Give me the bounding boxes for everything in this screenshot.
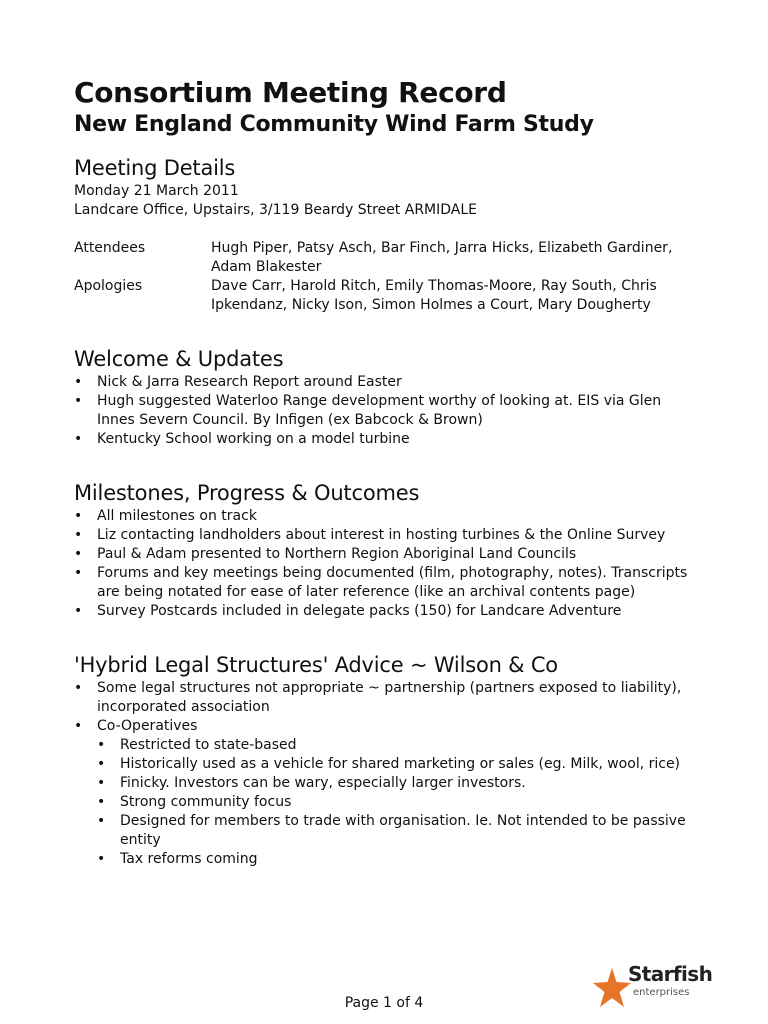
sublist-item: • Designed for members to trade with organisation. Ie. Not intended to be passive entity	[97, 812, 694, 850]
apologies-list: Dave Carr, Harold Ritch, Emily Thomas-Moore, Ray South, Chris Ipkendanz, Nicky Ison, Simon Holmes a Court, Mary Dougherty	[211, 278, 657, 313]
list-item: • Co-Operatives	[74, 717, 694, 736]
legal-heading: 'Hybrid Legal Structures' Advice ~ Wilson & Co	[74, 653, 558, 677]
list-item: • Kentucky School working on a model turbine	[74, 430, 694, 449]
document-page	[74, 76, 694, 869]
list-item: • Paul & Adam presented to Northern Region Aboriginal Land Councils	[74, 545, 694, 564]
sublist-item: • Restricted to state-based	[97, 736, 694, 755]
meeting-date: Monday 21 March 2011	[74, 183, 239, 199]
apologies-row	[74, 277, 694, 315]
list-item: • Forums and key meetings being documented (film, photography, notes). Transcripts are being notated for ease of later reference (like an archival contents page)	[74, 564, 694, 602]
legal-list	[74, 679, 694, 736]
attendees-list: Hugh Piper, Patsy Asch, Bar Finch, Jarra Hicks, Elizabeth Gardiner, Adam Blakester	[211, 240, 673, 275]
list-item: • Liz contacting landholders about interest in hosting turbines & the Online Survey	[74, 526, 694, 545]
sublist-item: • Strong community focus	[97, 793, 694, 812]
logo-wordmark: Starfish	[628, 962, 713, 986]
logo-tagline: enterprises	[633, 987, 690, 998]
list-item: • Survey Postcards included in delegate packs (150) for Landcare Adventure	[74, 602, 694, 621]
legal-section	[74, 651, 694, 869]
list-item: • Hugh suggested Waterloo Range development worthy of looking at. EIS via Glen Innes Severn Council. By Infigen (ex Babcock & Brown)	[74, 392, 694, 430]
sublist-item: • Historically used as a vehicle for shared marketing or sales (eg. Milk, wool, rice)	[97, 755, 694, 774]
document-title: Consortium Meeting Record	[74, 76, 507, 109]
document-subtitle: New England Community Wind Farm Study	[74, 112, 594, 137]
list-item: • All milestones on track	[74, 507, 694, 526]
list-item: • Nick & Jarra Research Report around Easter	[74, 373, 694, 392]
coop-sublist	[74, 736, 694, 869]
sublist-item: • Finicky. Investors can be wary, especially larger investors.	[97, 774, 694, 793]
meeting-location: Landcare Office, Upstairs, 3/119 Beardy Street ARMIDALE	[74, 202, 478, 218]
page-number: Page 1 of 4	[344, 995, 424, 1011]
meeting-details-heading: Meeting Details	[74, 156, 236, 180]
sublist-item: • Tax reforms coming	[97, 850, 694, 869]
welcome-list	[74, 373, 694, 449]
starfish-logo	[590, 962, 713, 1012]
meeting-details-section	[74, 154, 694, 315]
milestones-heading: Milestones, Progress & Outcomes	[74, 481, 420, 505]
list-item: • Some legal structures not appropriate ~ partnership (partners exposed to liability), incorporated association	[74, 679, 694, 717]
milestones-section	[74, 479, 694, 621]
milestones-list	[74, 507, 694, 621]
welcome-heading: Welcome & Updates	[74, 347, 284, 371]
apologies-label: Apologies	[74, 278, 143, 294]
welcome-section	[74, 345, 694, 449]
attendees-row	[74, 239, 694, 277]
attendees-label: Attendees	[74, 240, 146, 256]
